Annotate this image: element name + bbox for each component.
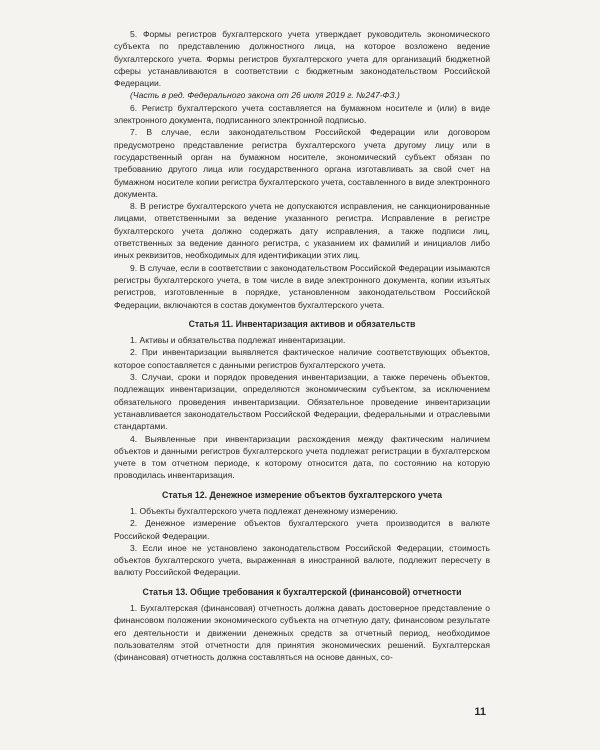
page-number: 11 — [474, 706, 486, 718]
article-12-paragraph-1: 1. Объекты бухгалтерского учета подлежат денежному измерению. — [130, 505, 398, 516]
article-11-paragraph-2: 2. При инвентаризации выявляется фактическое наличие соответствующих объектов, которое сопоставляется с данными регистров бухгалтерского учета. — [114, 347, 490, 370]
article-11-paragraph-3: 3. Случаи, сроки и порядок проведения инвентаризации, а также перечень объектов, подлежащих инвентаризации, определяются экономическим субъектом, за исключением обязательного проведения инвентаризации. Обязательное проведение инвентаризации устанавливается законодательством Российской Федерации, федеральными и отраслевыми стандартами. — [114, 372, 490, 432]
article-11-paragraph-4: 4. Выявленные при инвентаризации расхождения между фактическим наличием объектов и данными регистров бухгалтерского учета подлежат регистрации в бухгалтерском учете в том отчетном периоде, к которому относится дата, по состоянию на которую проводилась инвентаризация. — [114, 433, 490, 481]
paragraph-5: 5. Формы регистров бухгалтерского учета утверждает руководитель экономического субъекта по представлению должностного лица, на которое возложено ведение бухгалтерского учета. Формы регистров бухгалтерского учета для организаций бюджетной сферы устанавливаются в соответствии с бюджетным законодательством Российской Федерации. — [114, 29, 490, 89]
article-13-heading: Статья 13. Общие требования к бухгалтерской (финансовой) отчетности — [142, 586, 462, 597]
article-12-paragraph-3: 3. Если иное не установлено законодательством Российской Федерации, стоимость объектов бухгалтерского учета, выраженная в иностранной валюте, подлежит пересчету в валюту Российской Федерации. — [114, 542, 490, 578]
article-11-paragraph-1: 1. Активы и обязательства подлежат инвентаризации. — [130, 335, 346, 346]
article-13-paragraph-1: 1. Бухгалтерская (финансовая) отчетность должна давать достоверное представление о финансовом положении экономического субъекта на отчетную дату, финансовом результате его деятельности и движении денежных средств за отчетный период, необходимое пользователям этой отчетности для принятия экономических решений. Бухгалтерская (финансовая) отчетность должна составляться на основе данных, со- — [114, 603, 490, 663]
paragraph-7: 7. В случае, если законодательством Российской Федерации или договором предусмотрено представление регистра бухгалтерского учета другому лицу или в государственный орган на бумажном носителе, экономический субъект обязан по требованию другого лица или государственного органа изготавливать за свой счет на бумажном носителе копии регистра бухгалтерского учета, составленного в виде электронного документа. — [114, 127, 490, 199]
paragraph-6: 6. Регистр бухгалтерского учета составляется на бумажном носителе и (или) в виде электронного документа, подписанного электронной подписью. — [114, 102, 490, 126]
article-12-paragraph-2: 2. Денежное измерение объектов бухгалтерского учета производится в валюте Российской Федерации. — [114, 518, 490, 541]
article-12-heading: Статья 12. Денежное измерение объектов бухгалтерского учета — [161, 489, 443, 500]
article-body — [114, 28, 490, 664]
amendment-note: (Часть в ред. Федерального закона от 26 июля 2019 г. №247-ФЗ.) — [130, 90, 400, 101]
paragraph-9: 9. В случае, если в соответствии с законодательством Российской Федерации изымаются регистры бухгалтерского учета, в том числе в виде электронного документа, копии изъятых регистров, изготовленные в порядке, установленном законодательством Российской Федерации, включаются в состав документов бухгалтерского учета. — [114, 262, 490, 310]
article-11-heading: Статья 11. Инвентаризация активов и обязательств — [188, 318, 416, 329]
paragraph-8: 8. В регистре бухгалтерского учета не допускаются исправления, не санкционированные лицами, ответственными за ведение указанного регистра. Исправление в регистре бухгалтерского учета должно содержать дату исправления, а также подписи лиц, ответственных за ведение данного регистра, с указанием их фамилий и инициалов либо иных реквизитов, необходимых для идентификации этих лиц. — [114, 201, 490, 261]
